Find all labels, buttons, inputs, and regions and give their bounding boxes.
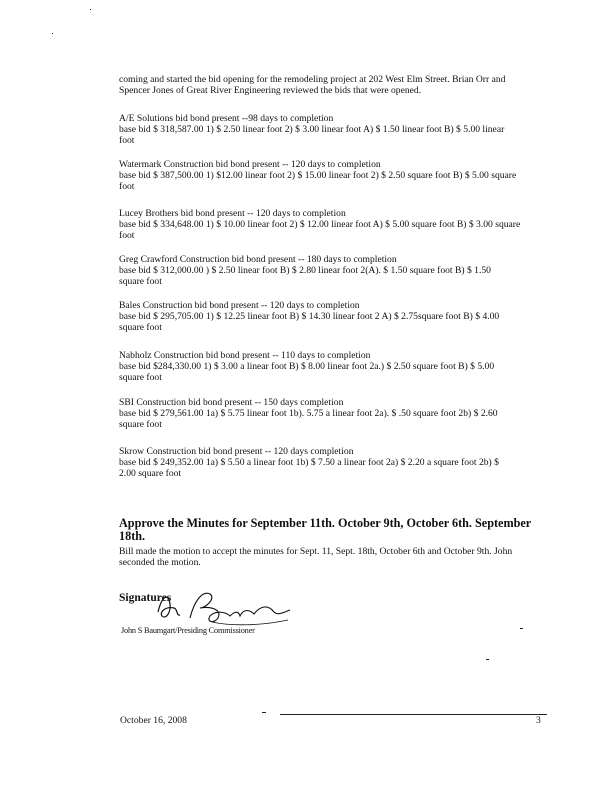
motion-line-2: seconded the motion. [119, 557, 201, 568]
bid-amount-line: base bid $ 295,705.00 1) $ 12.25 linear foot B) $ 14.30 linear foot 2 A) $ 2.75square foot B) $ 4.00 [119, 311, 500, 322]
motion-line-1: Bill made the motion to accept the minutes for Sept. 11, Sept. 18th, October 6th and October 9th. John [119, 546, 513, 557]
footer-date: October 16, 2008 [120, 715, 187, 726]
bid-contractor-line: Bales Construction bid bond present -- 120 days to completion [119, 300, 360, 311]
scan-speck [90, 9, 91, 10]
scan-speck [262, 712, 266, 713]
bid-unit-line: square foot [119, 419, 162, 430]
bid-contractor-line: Nabholz Construction bid bond present -- 110 days to completion [119, 350, 371, 361]
scan-speck [486, 659, 489, 660]
bid-contractor-line: Skrow Construction bid bond present -- 120 days completion [119, 446, 354, 457]
bid-contractor-line: A/E Solutions bid bond present --98 days to completion [119, 113, 334, 124]
bid-entry-sbi [119, 397, 549, 430]
bid-entry-nabholz [119, 350, 549, 383]
bid-entry-greg-crawford [119, 254, 549, 287]
handwritten-signature-icon [150, 582, 300, 632]
intro-line-1: coming and started the bid opening for the remodeling project at 202 West Elm Street. Brian Orr and [119, 74, 506, 85]
footer-page-number: 3 [536, 715, 541, 726]
bid-unit-line: square foot [119, 372, 162, 383]
footer-rule [280, 714, 547, 715]
scan-speck [520, 628, 523, 629]
bid-amount-line: base bid $ 318,587.00 1) $ 2.50 linear foot 2) $ 3.00 linear foot A) $ 1.50 linear foot B) $ 5.00 linear [119, 124, 505, 135]
intro-line-2: Spencer Jones of Great River Engineering reviewed the bids that were opened. [119, 85, 422, 96]
bid-amount-line: base bid $ 334,648.00 1) $ 10.00 linear foot 2) $ 12.00 linear foot A) $ 5.00 square foot B) $ 3.00 square [119, 219, 521, 230]
bid-amount-line: base bid $ 387,500.00 1) $12.00 linear foot 2) $ 15.00 linear foot 2) $ 2.50 square foot B) $ 5.00 square [119, 170, 517, 181]
signatures-label: Signatures [119, 592, 172, 604]
bid-entry-skrow [119, 446, 549, 479]
bid-contractor-line: Greg Crawford Construction bid bond present -- 180 days to completion [119, 254, 397, 265]
bid-entry-bales [119, 300, 549, 333]
bid-entry-watermark [119, 159, 549, 192]
bid-unit-line: foot [119, 181, 135, 192]
motion-paragraph [119, 546, 549, 568]
bid-contractor-line: Watermark Construction bid bond present -- 120 days to completion [119, 159, 381, 170]
bid-unit-line: 2.00 square foot [119, 468, 182, 479]
intro-paragraph [119, 74, 549, 96]
bid-amount-line: base bid $284,330.00 1) $ 3.00 a linear foot B) $ 8.00 linear foot 2a.) $ 2.50 square foot B) $ 5.00 [119, 361, 495, 372]
bid-unit-line: foot [119, 135, 135, 146]
bid-amount-line: base bid $ 249,352.00 1a) $ 5.50 a linear foot 1b) $ 7.50 a linear foot 2a) $ 2.20 a square foot 2b) $ [119, 457, 499, 468]
bid-entry-lucey-brothers [119, 208, 549, 241]
bid-entry-ae-solutions [119, 113, 549, 146]
scan-speck [52, 33, 53, 34]
bid-amount-line: base bid $ 312,000.00 ) $ 2.50 linear foot B) $ 2.80 linear foot 2(A). $ 1.50 square foot B) $ 1.50 [119, 265, 491, 276]
bid-contractor-line: Lucey Brothers bid bond present -- 120 days to completion [119, 208, 346, 219]
bid-unit-line: square foot [119, 276, 162, 287]
signature-name: John S Baumgart/Presiding Commissioner [121, 626, 255, 635]
bid-unit-line: foot [119, 230, 135, 241]
bid-contractor-line: SBI Construction bid bond present -- 150 days completion [119, 397, 344, 408]
bid-unit-line: square foot [119, 322, 162, 333]
minutes-heading: Approve the Minutes for September 11th. October 9th, October 6th. September 18th. [119, 516, 531, 543]
bid-amount-line: base bid $ 279,561.00 1a) $ 5.75 linear foot 1b). 5.75 a linear foot 2a). $ .50 square foot 2b) $ 2.60 [119, 408, 498, 419]
